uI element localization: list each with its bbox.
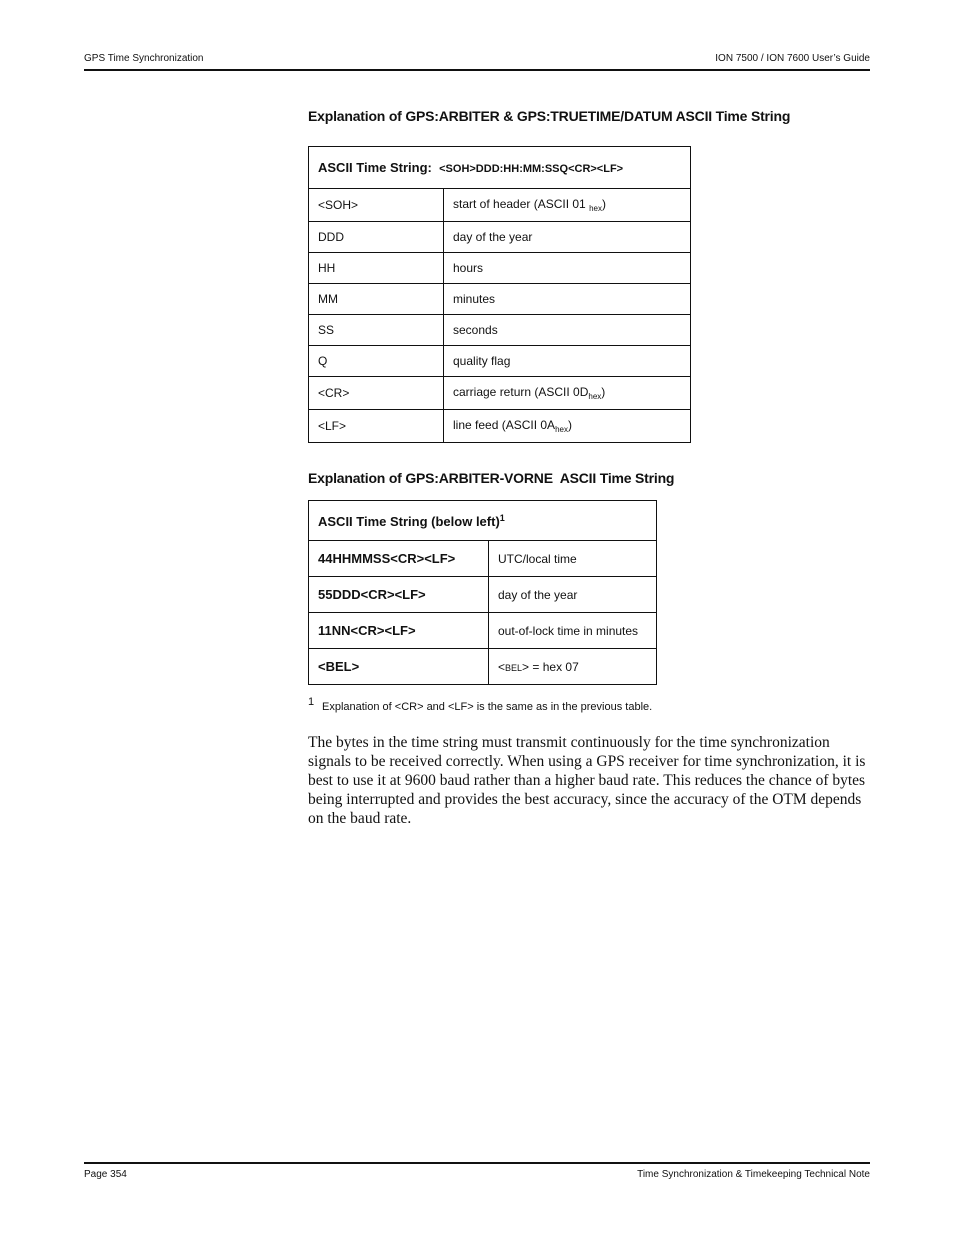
table-header-row — [309, 147, 691, 189]
code-cell: <CR> — [309, 377, 444, 410]
desc-cell: seconds — [444, 315, 691, 346]
code-cell: <SOH> — [309, 189, 444, 222]
table-row — [309, 410, 691, 443]
ascii-time-string-table — [308, 146, 691, 443]
table-row — [309, 284, 691, 315]
table-header-cell — [309, 147, 691, 189]
code-cell: HH — [309, 253, 444, 284]
page-footer — [84, 1162, 870, 1180]
footnote-text: Explanation of <CR> and <LF> is the same as in the previous table. — [322, 701, 653, 713]
table-header-label: ASCII Time String (below left) — [318, 513, 500, 529]
desc-cell: out-of-lock time in minutes — [489, 613, 657, 649]
code-cell: 11NN<CR><LF> — [309, 613, 489, 649]
desc-cell: carriage return (ASCII $0D_{hex}$) — [444, 377, 691, 410]
code-cell: MM — [309, 284, 444, 315]
code-cell: SS — [309, 315, 444, 346]
desc-cell: UTC/local time — [489, 541, 657, 577]
code-cell: 55DDD<CR><LF> — [309, 577, 489, 613]
table-header-cell — [309, 501, 657, 541]
desc-cell: minutes — [444, 284, 691, 315]
vorne-time-string-table — [308, 500, 657, 685]
table-row — [309, 377, 691, 410]
header-section-title: GPS Time Synchronization — [84, 53, 204, 64]
desc-cell: start of header (ASCII 01 $_{hex}$) — [444, 189, 691, 222]
table-row — [309, 189, 691, 222]
desc-cell: <BEL> = hex 07 — [489, 649, 657, 685]
table-header-label: ASCII Time String: — [318, 160, 432, 175]
body-paragraph: The bytes in the time string must transmit continuously for the time synchronization signals to be received correctly. When using a GPS receiver for time synchronization, it is best to use it at 9600 baud rather than a higher baud rate. This reduces the chance of bytes being interrupted and provides the best accuracy, since the accuracy of the OTM depends on the baud rate. — [308, 734, 866, 827]
desc-cell: quality flag — [444, 346, 691, 377]
page-header — [84, 52, 870, 71]
header-guide-title: ION 7500 / ION 7600 User’s Guide — [715, 53, 870, 64]
table-row — [309, 222, 691, 253]
table-header-format: <SOH>DDD:HH:MM:SSQ<CR><LF> — [439, 163, 624, 175]
table-row — [309, 346, 691, 377]
table-row — [309, 541, 657, 577]
page-number: Page 354 — [84, 1169, 127, 1180]
table-row — [309, 649, 657, 685]
table-row — [309, 315, 691, 346]
desc-cell: hours — [444, 253, 691, 284]
section-heading-arbiter-vorne: Explanation of GPS:ARBITER-VORNE ASCII Time String — [308, 470, 675, 486]
code-cell: 44HHMMSS<CR><LF> — [309, 541, 489, 577]
section-heading-arbiter-truetime: Explanation of GPS:ARBITER & GPS:TRUETIME/DATUM ASCII Time String — [308, 108, 791, 124]
desc-cell: day of the year — [444, 222, 691, 253]
desc-cell: day of the year — [489, 577, 657, 613]
table-row — [309, 253, 691, 284]
code-cell: <LF> — [309, 410, 444, 443]
footnote-ref: 1 — [499, 512, 505, 523]
table-row — [309, 613, 657, 649]
table-row — [309, 577, 657, 613]
footnote-mark: 1 — [308, 696, 315, 708]
code-cell: <BEL> — [309, 649, 489, 685]
code-cell: DDD — [309, 222, 444, 253]
desc-cell: line feed (ASCII $0A_{hex}$) — [444, 410, 691, 443]
code-cell: Q — [309, 346, 444, 377]
table-header-row — [309, 501, 657, 541]
footer-doc-title: Time Synchronization & Timekeeping Technical Note — [637, 1169, 870, 1180]
